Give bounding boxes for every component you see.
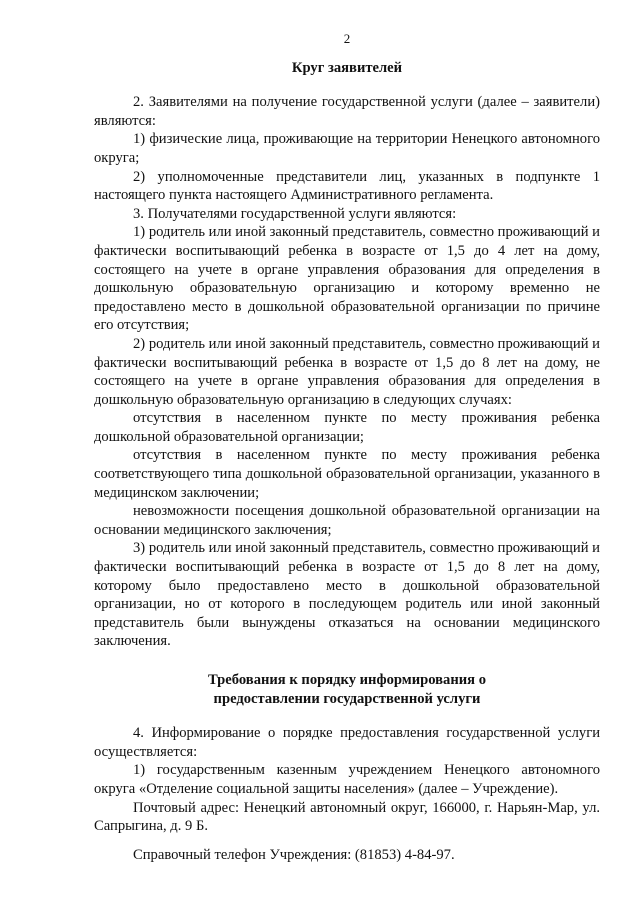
section-heading-informing-line2: предоставлении государственной услуги — [213, 690, 481, 707]
paragraph: 2) уполномоченные представители лиц, указанных в подпункте 1 настоящего пункта настоящего Административного регламента. — [94, 168, 600, 204]
paragraph: невозможности посещения дошкольной образовательной организации на основании медицинского заключения; — [94, 503, 600, 538]
paragraph: 1) государственным казенным учреждением Ненецкого автономного округа «Отделение социальной защиты населения» (далее – Учреждение). — [94, 762, 600, 797]
paragraph: 3. Получателями государственной услуги являются: — [133, 205, 457, 222]
document-page — [94, 30, 600, 864]
paragraph: отсутствия в населенном пункте по месту проживания ребенка соответствующего типа дошкольной образовательной организации, указанного в медицинском заключении; — [94, 447, 600, 501]
section-heading-applicants: Круг заявителей — [291, 59, 403, 76]
paragraph: отсутствия в населенном пункте по месту проживания ребенка дошкольной образовательной организации; — [94, 410, 600, 445]
paragraph: 4. Информирование о порядке предоставления государственной услуги осуществляется: — [94, 725, 600, 760]
paragraph: 3) родитель или иной законный представитель, совместно проживающий и фактически воспитывающий ребенка в возрасте от 1,5 до 8 лет на дому, которому было предоставлено место в дошкольной образовательной организации, но от которого в последующем родитель или иной законный представитель были вынуждены отказаться на основании медицинского заключения. — [94, 540, 600, 650]
section-heading-informing-line1: Требования к порядку информирования о — [208, 672, 486, 688]
paragraph: 2) родитель или иной законный представитель, совместно проживающий и фактически воспитывающий ребенка в возрасте от 1,5 до 8 лет на дому, не состоящего на учете в органе управления образования для определения в дошкольную образовательную организацию в следующих случаях: — [94, 335, 600, 408]
paragraph: 1) родитель или иной законный представитель, совместно проживающий и фактически воспитывающий ребенка в возрасте от 1,5 до 4 лет на дому, состоящего на учете в органе управления образования для определения в дошкольную образовательную организацию и которому временно не предоставлено место в дошкольной образовательной организации по причине его отсутствия; — [94, 224, 600, 334]
reference-phone: Справочный телефон Учреждения: (81853) 4-84-97. — [133, 846, 455, 863]
postal-address: Почтовый адрес: Ненецкий автономный округ, 166000, г. Нарьян-Мар, ул. Сапрыгина, д. 9 Б. — [94, 799, 600, 835]
paragraph: 1) физические лица, проживающие на территории Ненецкого автономного округа; — [94, 131, 600, 166]
paragraph: 2. Заявителями на получение государственной услуги (далее – заявители) являются: — [94, 94, 600, 129]
page-number: 2 — [343, 31, 351, 46]
